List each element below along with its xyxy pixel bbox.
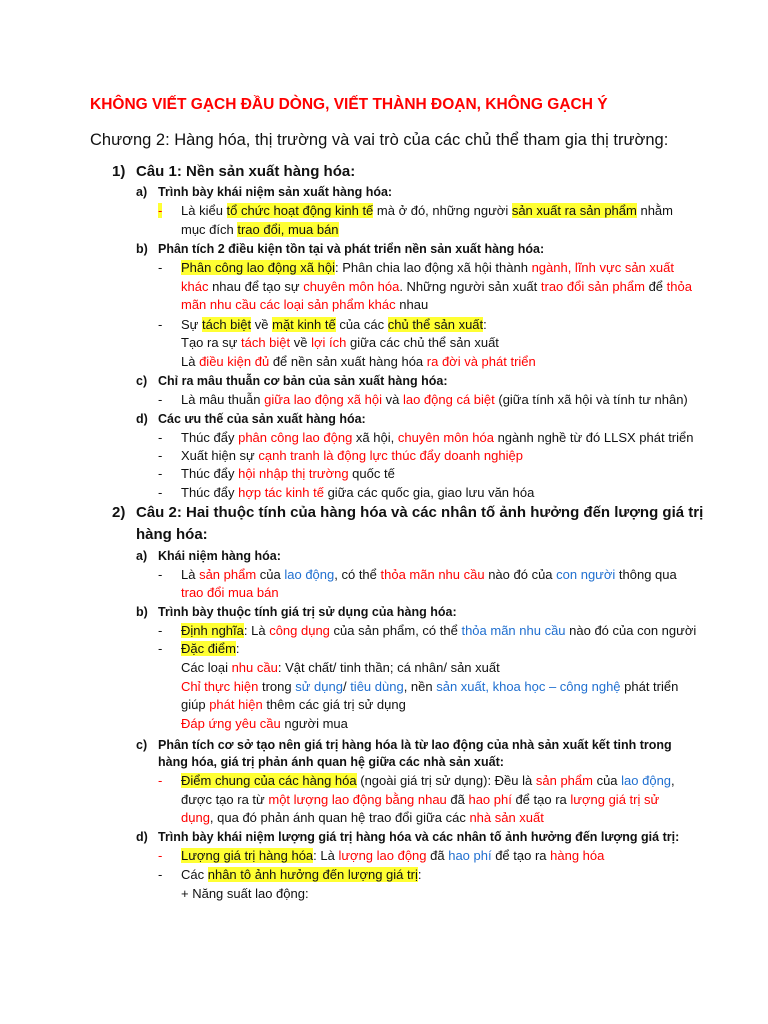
q1c-heading: Chỉ ra mâu thuẫn cơ bản của sản xuất hàng hóa: [158,374,448,388]
bullet-dash: - [158,485,163,500]
q1c-line-1: Là mâu thuẫn giữa lao động xã hội và lao động cá biệt (giữa tính xã hội và tính tư nhân) [181,392,688,407]
bullet-dash: - [158,430,163,445]
q2d-line-1: Lượng giá trị hàng hóa: Là lượng lao động đã hao phí để tạo ra hàng hóa [181,848,605,863]
q2-title-line-1: Câu 2: Hai thuộc tính của hàng hóa và các nhân tố ảnh hưởng đến lượng giá trị [136,504,704,521]
q2-title-line-2: hàng hóa: [136,526,208,543]
q1d-line-1: Thúc đẩy phân công lao động xã hội, chuyên môn hóa ngành nghề từ đó LLSX phát triển [181,430,694,445]
q2c-mark: c) [136,738,148,752]
bullet-dash: - [158,317,163,332]
bullet-dash: - [158,260,163,275]
q2b-line-4: Chỉ thực hiện trong sử dụng/ tiêu dùng, nền sản xuất, khoa học – công nghệ phát triển [181,679,679,694]
q1b-line-2: khác nhau để tạo sự chuyên môn hóa. Những người sản xuất trao đổi sản phẩm để thỏa [181,279,692,294]
q2d-line-3: + Năng suất lao động: [181,886,309,901]
q2c-heading-line-1: Phân tích cơ sở tạo nên giá trị hàng hóa là từ lao động của nhà sản xuất kết tinh trong [158,738,672,752]
bullet-dash: - [158,567,163,582]
bullet-dash: - [158,203,163,218]
q2d-mark: d) [136,830,148,844]
q2b-line-3: Các loại nhu cầu: Vật chất/ tinh thần; cá nhân/ sản xuất [181,660,500,675]
q2-number: 2) [112,504,126,521]
bullet-dash: - [158,848,163,863]
chapter-heading: Chương 2: Hàng hóa, thị trường và vai trò của các chủ thể tham gia thị trường: [90,131,669,149]
q2b-line-5: giúp phát hiện thêm các giá trị sử dụng [181,697,406,712]
q1c-mark: c) [136,374,148,388]
bullet-dash: - [158,392,163,407]
q2b-line-2: Đặc điểm: [181,641,240,656]
q1-number: 1) [112,163,126,180]
q1b-line-6: Là điều kiện đủ để nền sản xuất hàng hóa ra đời và phát triển [181,354,536,369]
bullet-dash: - [158,448,163,463]
q2d-line-2: Các nhân tô ảnh hưởng đến lượng giá trị: [181,867,422,882]
q2a-mark: a) [136,549,148,563]
page-warning-title: KHÔNG VIẾT GẠCH ĐẦU DÒNG, VIẾT THÀNH ĐOẠN, KHÔNG GẠCH Ý [90,96,608,113]
q2b-mark: b) [136,605,148,619]
q1d-line-4: Thúc đẩy hợp tác kinh tế giữa các quốc gia, giao lưu văn hóa [181,485,535,500]
q1d-heading: Các ưu thế của sản xuất hàng hóa: [158,412,366,426]
bullet-dash: - [158,466,163,481]
bullet-dash: - [158,773,163,788]
q1b-mark: b) [136,242,148,256]
q2d-heading: Trình bày khái niệm lượng giá trị hàng hóa và các nhân tố ảnh hưởng đến lượng giá trị: [158,830,680,844]
q2c-heading-line-2: hàng hóa, giá trị phản ánh quan hệ giữa các nhà sản xuất: [158,755,504,769]
bullet-dash: - [158,641,163,656]
q1b-heading: Phân tích 2 điều kiện tồn tại và phát triển nền sản xuất hàng hóa: [158,242,545,256]
q1a-heading: Trình bày khái niệm sản xuất hàng hóa: [158,185,393,199]
bullet-dash: - [158,623,163,638]
q2a-heading: Khái niệm hàng hóa: [158,549,281,563]
q1b-line-5: Tạo ra sự tách biệt về lợi ích giữa các chủ thể sản xuất [181,335,499,350]
q2c-line-1: Điểm chung của các hàng hóa (ngoài giá trị sử dụng): Đều là sản phẩm của lao động, [181,773,675,788]
q1d-mark: d) [136,412,148,426]
q2a-line-2: trao đổi mua bán [181,585,279,600]
q1d-line-2: Xuất hiện sự cạnh tranh là động lực thúc đẩy doanh nghiệp [181,448,523,463]
q2a-line-1: Là sản phẩm của lao động, có thể thỏa mãn nhu cầu nào đó của con người thông qua [181,567,677,582]
q2b-line-1: Định nghĩa: Là công dụng của sản phẩm, có thể thỏa mãn nhu cầu nào đó của con người [181,623,697,638]
q1a-line-2: mục đích trao đổi, mua bán [181,222,339,237]
q1-title: Câu 1: Nền sản xuất hàng hóa: [136,163,356,180]
q1a-mark: a) [136,185,148,199]
q2c-line-2: được tạo ra từ một lượng lao động bằng nhau đã hao phí để tạo ra lượng giá trị sử [181,792,660,807]
q1b-line-1: Phân công lao động xã hội: Phân chia lao động xã hội thành ngành, lĩnh vực sản xuất [181,260,674,275]
q2c-line-3: dụng, qua đó phản ánh quan hệ trao đổi giữa các nhà sản xuất [181,810,544,825]
q1b-line-3: mãn nhu cầu các loại sản phẩm khác nhau [181,297,429,312]
q1b-line-4: Sự tách biệt về mặt kinh tế của các chủ thể sản xuất: [181,317,487,332]
q2b-line-6: Đáp ứng yêu cầu người mua [181,716,348,731]
bullet-dash: - [158,867,163,882]
q1a-line-1: Là kiểu tổ chức hoạt động kinh tế mà ở đó, những người sản xuất ra sản phẩm nhằm [181,203,673,218]
q2b-heading: Trình bày thuộc tính giá trị sử dụng của hàng hóa: [158,605,457,619]
q1d-line-3: Thúc đẩy hội nhập thị trường quốc tế [181,466,395,481]
